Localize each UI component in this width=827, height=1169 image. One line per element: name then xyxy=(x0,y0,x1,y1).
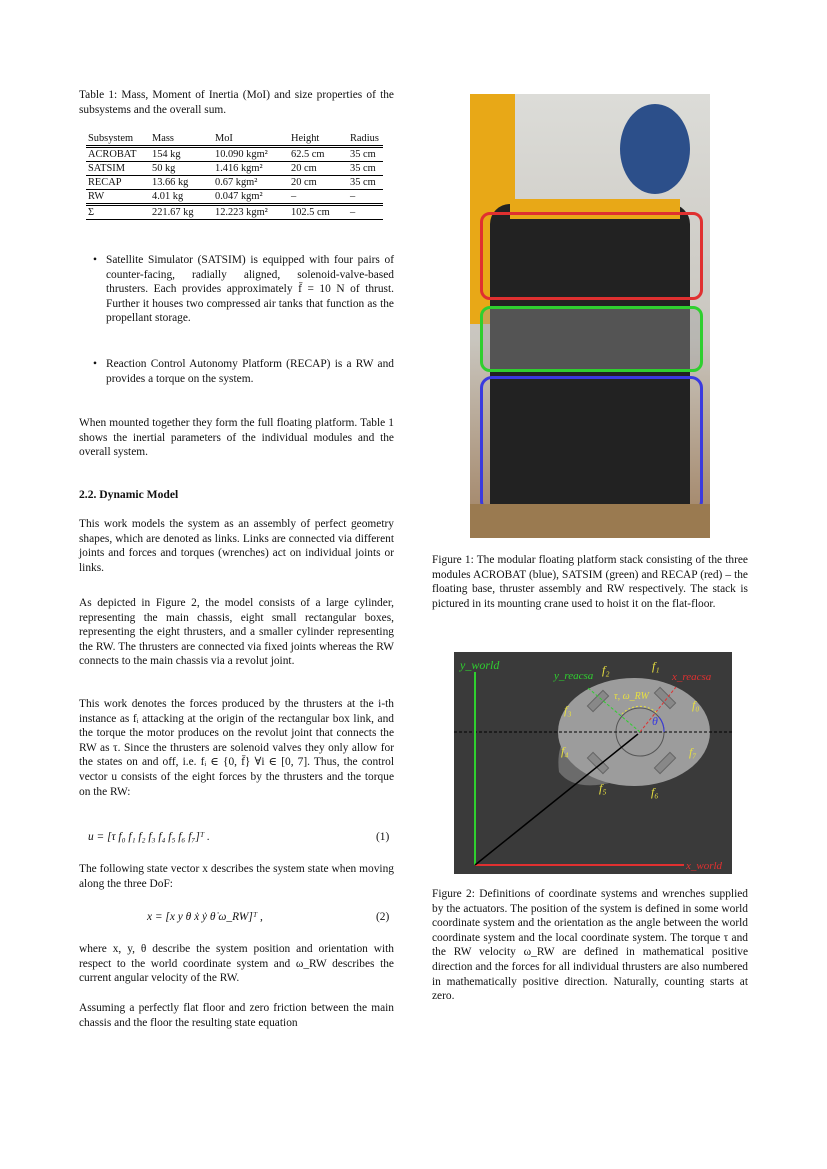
force-label-f6: f₆ xyxy=(651,785,659,799)
force-label-f2: f₂ xyxy=(602,663,610,677)
x-reacsa-label: x_reacsa xyxy=(672,671,712,683)
paragraph: When mounted together they form the full floating platform. Table 1 shows the inertial parameters of the individual modules and the overall system. xyxy=(79,417,394,459)
bullet-text: Reaction Control Autonomy Platform (RECAP) is a RW and provides a torque on the system. xyxy=(106,358,394,385)
properties-table xyxy=(86,132,383,220)
y-world-label: y_world xyxy=(460,658,500,672)
table-sum-row xyxy=(86,205,383,220)
force-label-f4: f₄ xyxy=(561,744,569,758)
satsim-box xyxy=(480,306,703,372)
cell: Σ xyxy=(86,205,150,220)
x-world-label: x_world xyxy=(686,860,723,872)
equation-1: u = [τ f₀ f₁ f₂ f₃ f₄ f₅ f₆ f₇]ᵀ . xyxy=(88,831,210,843)
paragraph: This work denotes the forces produced by the thrusters at the i-th instance as fᵢ attacking at the origin of the rectangular box link, and the torque the motor produces on the revolut joint that connects the RW as τ. Since the thrusters are solenoid valves they only allow for the states on and off, i.e. fᵢ ∈ {0, f̄} ∀i ∈ [0, 7]. Thus, the control vector u consists of the eight forces by the thrusters and the torque on the RW: xyxy=(79,698,394,798)
header-cell: MoI xyxy=(215,133,233,144)
table-row xyxy=(86,176,383,190)
table-row xyxy=(86,147,383,162)
paragraph: This work models the system as an assembly of perfect geometry shapes, which are denoted as links. Links are connected via different joints and forces and torques (wrenches) act on individual joints or links. xyxy=(79,518,394,574)
header-cell: Radius xyxy=(350,133,379,144)
force-label-f5: f₅ xyxy=(599,781,607,795)
theta-label: θ xyxy=(652,714,658,728)
cell: 35 cm xyxy=(348,176,383,190)
bullet-item xyxy=(79,357,394,386)
equation-number: (2) xyxy=(376,911,390,923)
table-row xyxy=(86,190,383,205)
cell: 154 kg xyxy=(150,147,213,162)
cell: 10.090 kgm² xyxy=(213,147,289,162)
cell: 1.416 kgm² xyxy=(213,162,289,176)
figure-1-caption: Figure 1: The modular floating platform stack consisting of the three modules ACROBAT (blue), SATSIM (green) and RECAP (red) – the floating base, thruster assembly and RW respectively. The stack is pictured in its mounting crane used to hoist it on the flat-floor. xyxy=(432,554,748,610)
bullet-item xyxy=(79,253,394,326)
cell: 12.223 kgm² xyxy=(213,205,289,220)
cell: – xyxy=(289,190,348,205)
y-reacsa-label: y_reacsa xyxy=(554,670,594,682)
paragraph: Assuming a perfectly flat floor and zero friction between the main chassis and the floor the resulting state equation xyxy=(79,1002,394,1029)
section-heading: 2.2. Dynamic Model xyxy=(79,488,179,501)
equation-2: x = [x y θ ẋ ẏ θ̇ ω_RW]ᵀ , xyxy=(147,911,263,923)
cell: 20 cm xyxy=(289,176,348,190)
cell: 102.5 cm xyxy=(289,205,348,220)
figure-1-photo xyxy=(470,94,710,538)
cell: 0.67 kgm² xyxy=(213,176,289,190)
paragraph: where x, y, θ describe the system position and orientation with respect to the world coordinate system and ω_RW describes the current angular velocity of the RW. xyxy=(79,943,394,985)
header-cell: Height xyxy=(291,133,320,144)
cell: ACROBAT xyxy=(86,147,150,162)
force-label-f3: f₃ xyxy=(564,703,572,717)
cell: RECAP xyxy=(86,176,150,190)
bullet-symbol: • xyxy=(93,358,97,370)
recap-box xyxy=(480,212,703,300)
force-label-f0: f₀ xyxy=(692,698,700,712)
cell: 4.01 kg xyxy=(150,190,213,205)
cell: RW xyxy=(86,190,150,205)
cell: 35 cm xyxy=(348,162,383,176)
cell: – xyxy=(348,205,383,220)
torque-label: τ, ω_RW xyxy=(614,691,649,702)
cell: 20 cm xyxy=(289,162,348,176)
acrobat-box xyxy=(480,376,703,513)
header-cell: Mass xyxy=(152,133,174,144)
bullet-text: Satellite Simulator (SATSIM) is equipped with four pairs of counter-facing, radially aligned, solenoid-valve-based thrusters. Each provides approximately f̄ = 10 N of thrust. Further it houses two compressed air tanks that function as the propellant storage. xyxy=(106,254,394,325)
cell: 62.5 cm xyxy=(289,147,348,162)
cell: 35 cm xyxy=(348,147,383,162)
cell: 221.67 kg xyxy=(150,205,213,220)
cell: – xyxy=(348,190,383,205)
bullet-symbol: • xyxy=(93,254,97,266)
paragraph: The following state vector x describes the system state when moving along the three DoF: xyxy=(79,863,394,890)
force-label-f1: f₁ xyxy=(652,659,660,673)
table-header-row xyxy=(86,132,383,147)
cell: SATSIM xyxy=(86,162,150,176)
cell: 13.66 kg xyxy=(150,176,213,190)
force-label-f7: f₇ xyxy=(689,745,697,759)
figure-2-caption: Figure 2: Definitions of coordinate systems and wrenches supplied by the actuators. The position of the system is defined in some world coordinate system and the orientation as the angle between the world coordinate system and the local coordinate system. The torque τ and the RW velocity ω_RW are defined in mathematical positive direction and the forces for all individual thrusters are also numbered in mathematically positive direction. Naturally, counting starts at zero. xyxy=(432,888,748,1003)
wooden-pallet xyxy=(470,504,710,538)
table-caption: Table 1: Mass, Moment of Inertia (MoI) and size properties of the subsystems and the overall sum. xyxy=(79,89,394,116)
cell: 0.047 kgm² xyxy=(213,190,289,205)
table-row xyxy=(86,162,383,176)
equation-number: (1) xyxy=(376,831,390,843)
cell: 50 kg xyxy=(150,162,213,176)
hose-reel xyxy=(620,104,690,194)
paragraph: As depicted in Figure 2, the model consists of a large cylinder, representing the main chassis, eight small rectangular boxes, representing the eight thrusters, and a smaller cylinder representing the RW. The thrusters are connected via fixed joints whereas the RW connects to the main chassis via a revolut joint. xyxy=(79,597,394,668)
header-cell: Subsystem xyxy=(88,133,134,144)
figure-2-diagram xyxy=(454,652,732,874)
